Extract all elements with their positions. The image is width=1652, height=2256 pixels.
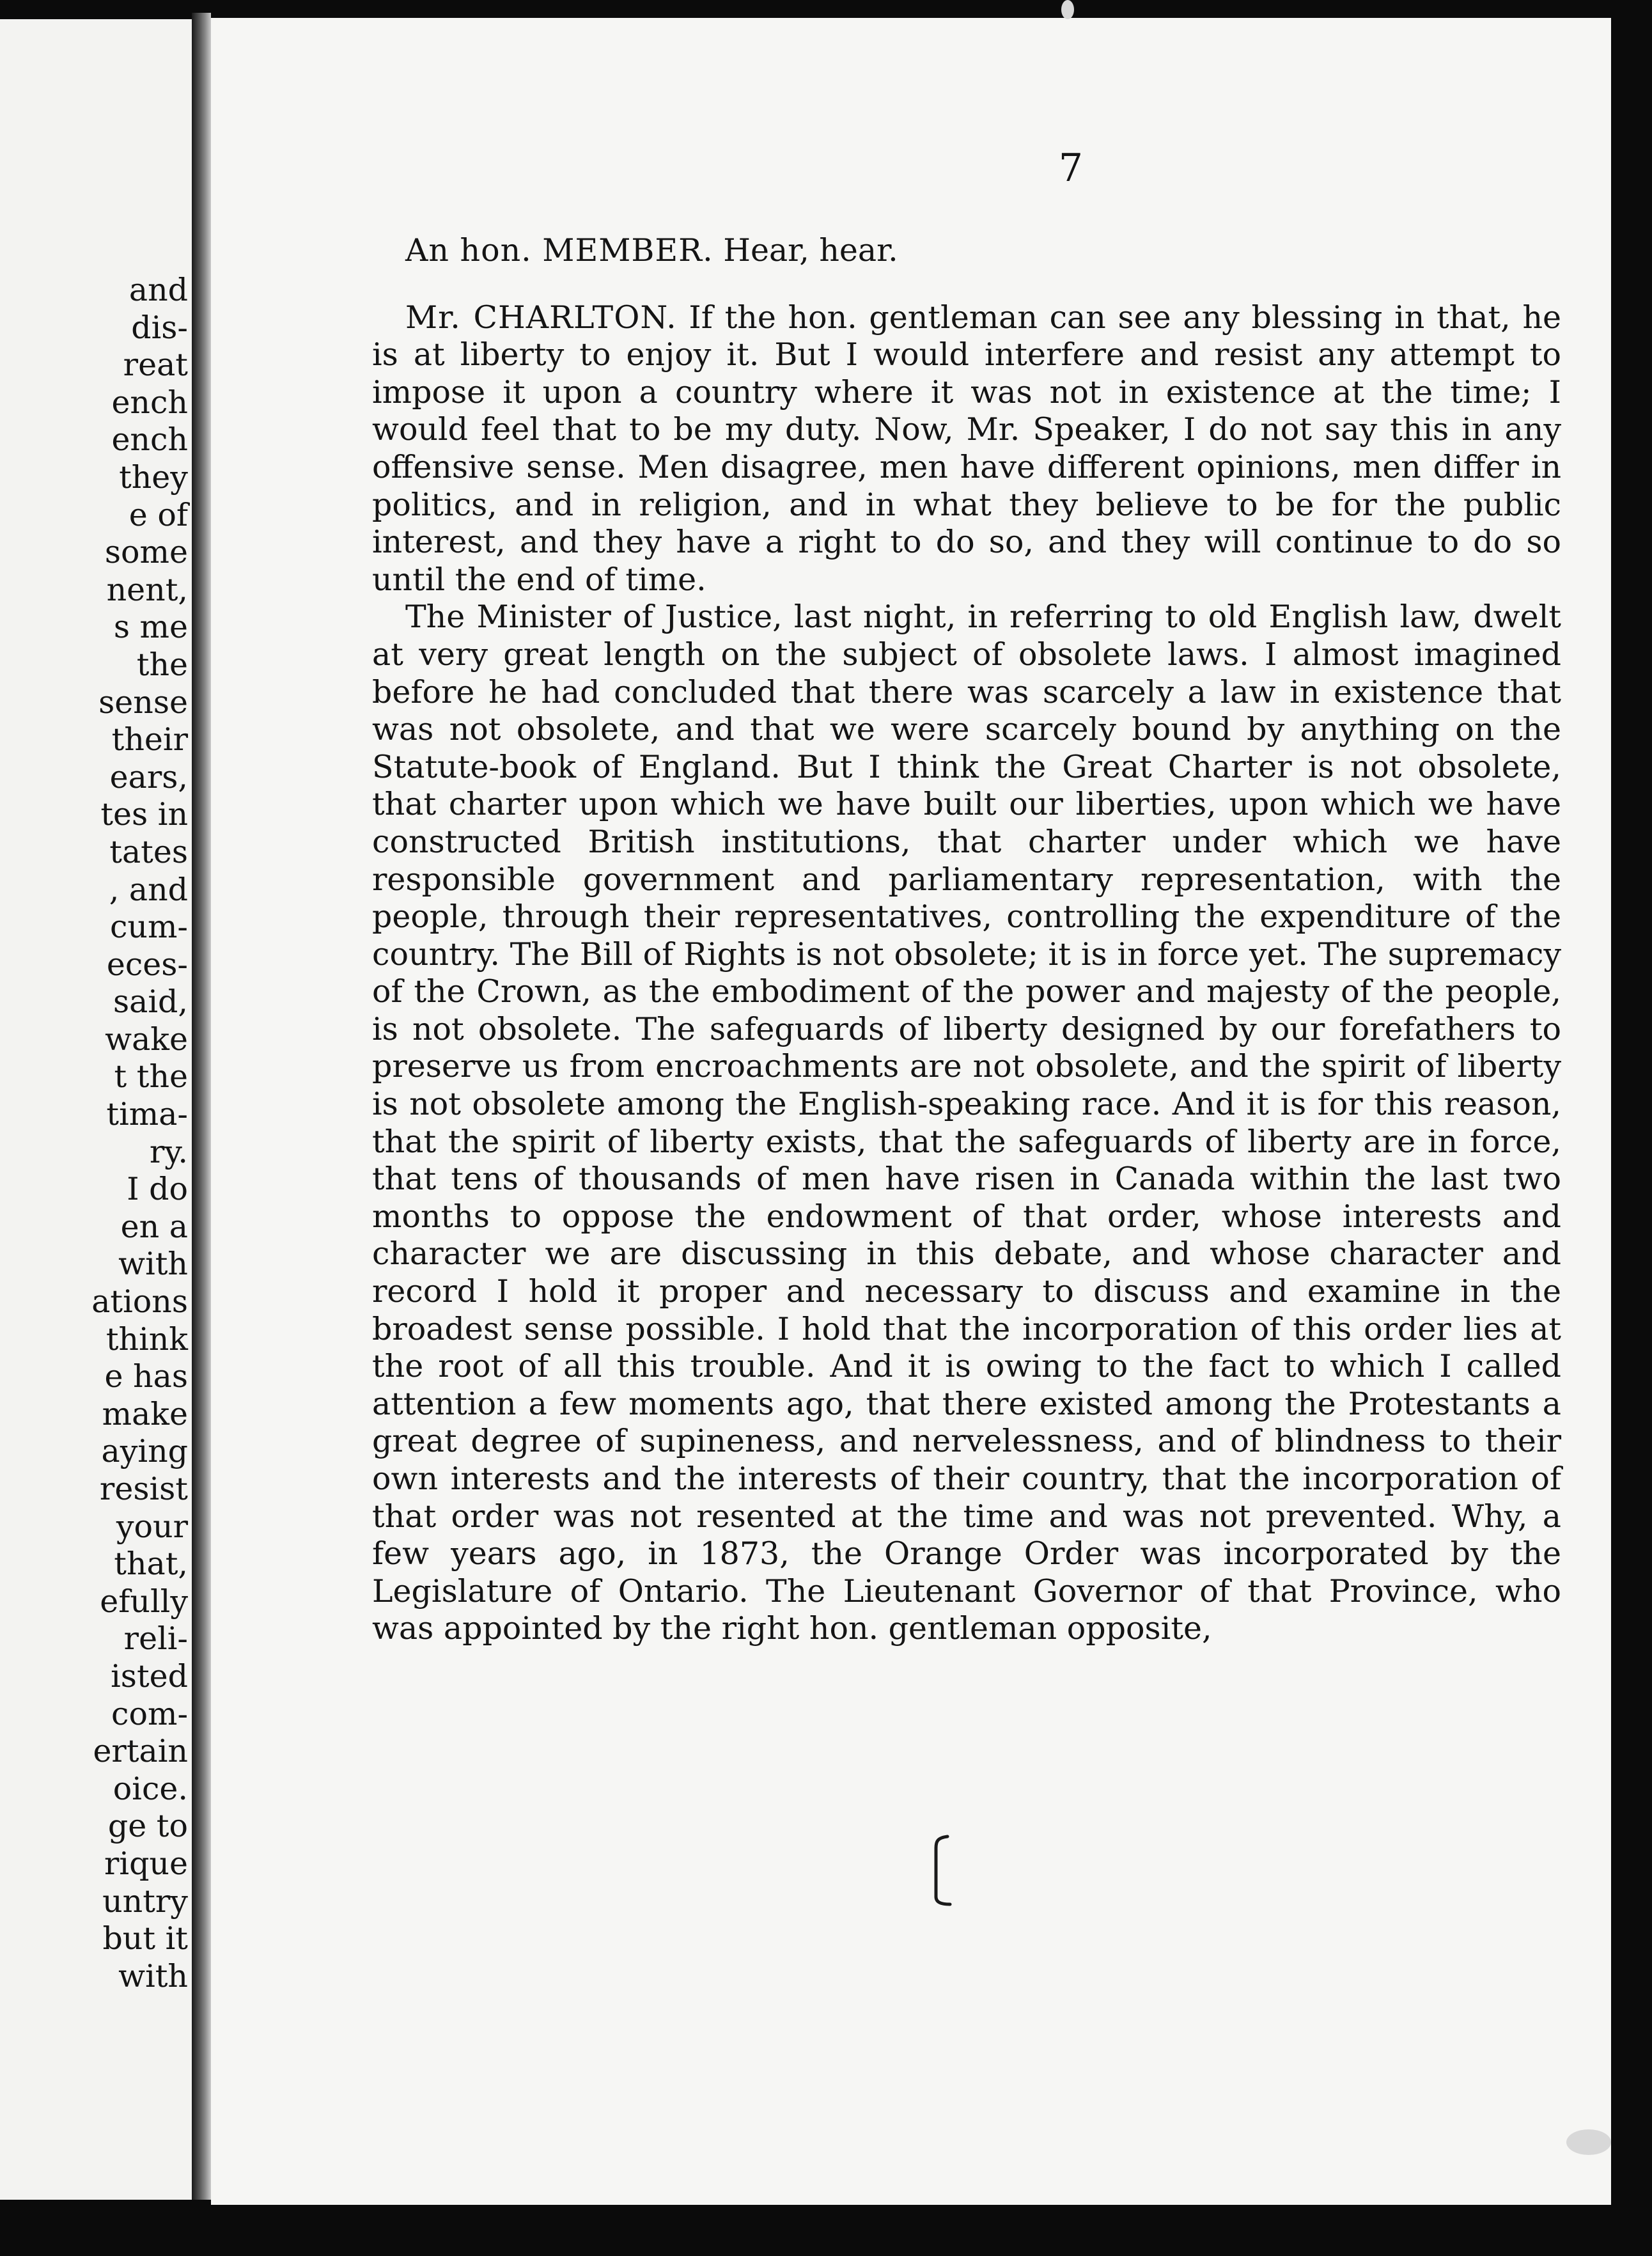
previous-page-line: reat [123,347,188,384]
previous-page-line: oice. [113,1770,188,1807]
previous-page-text [0,272,188,1995]
previous-page-line: ench [111,384,188,421]
previous-page-line: com- [111,1695,188,1732]
paragraph-text: If the hon. gentleman can see any blessing in that, he is at liberty to enjoy it. But I would interfere and resist any attempt to impose it upon a country where it was not in existence at the time; I would feel that to be my duty. Now, Mr. Speaker, I do not say this in any offensive sense. Men disagree, men have different opinions, men differ in politics, and in religion, and in what they believe to be for the public interest, and they have a right to do so, and they will continue to do so until the end of time. [372,299,1561,598]
previous-page-line: tes in [100,796,188,833]
previous-page-line: eces- [106,946,188,983]
previous-page-line: said, [113,983,188,1021]
previous-page-line: but it [102,1920,188,1957]
paragraph-minister-of-justice [372,599,1561,1648]
previous-page-line: t the [114,1058,188,1095]
previous-page-line: ry. [149,1133,188,1170]
page-body [372,232,1561,1648]
previous-page-line: dis- [131,309,188,346]
previous-page-line: resist [99,1471,188,1507]
previous-page-line: aying [101,1433,188,1470]
previous-page-line: ations [91,1283,188,1320]
previous-page-line: they [119,458,188,496]
paragraph-member-interjection [372,232,1561,270]
speaker-name: An hon. MEMBER. [405,232,713,269]
scan-speck [1061,0,1074,19]
previous-page-line: tates [109,833,188,870]
previous-page-line: your [116,1508,188,1545]
previous-page-line: make [102,1395,188,1432]
handwritten-bracket-mark [928,1833,954,1908]
page-number: 7 [1058,146,1084,191]
previous-page-line: efully [100,1583,188,1620]
previous-page-line: en a [120,1208,188,1245]
previous-page-line: think [105,1320,188,1358]
previous-page-line: ertain [93,1733,188,1770]
previous-page-line: ench [111,421,188,458]
previous-page-line: with [118,1246,188,1283]
previous-page-line: nent, [106,571,188,608]
paragraph-text: The Minister of Justice, last night, in referring to old English law, dwelt at very great length on the subject of obsolete laws. I almost imagined before he had concluded that there was scarcely a law in existence that was not obsolete, and that we were scarcely bound by anything on the Statute-book of England. But I think the Great Charter is not obsolete, that charter upon which we have built our liberties, upon which we have constructed British institutions, that charter under which we have responsible government and parliamentary representation, with the people, through their representatives, controlling the expenditure of the country. The Bill of Rights is not obsolete; it is in force yet. The supremacy of the Crown, as the embodiment of the power and majesty of the people, is not obsolete. The safeguards of liberty designed by our forefathers to preserve us from encroachments are not obsolete, and the spirit of liberty is not obsolete among the English-speaking race. And it is for this reason, that the spirit of liberty exists, that the safeguards of liberty are in force, that tens of thousands of men have risen in Canada within the last two months to oppose the endowment of that order, whose interests and character we are discussing in this debate, and whose character and record I hold it proper and necessary to discuss and examine in the broadest sense possible. I hold that the incorporation of this order lies at the root of all this trouble. And it is owing to the fact to which I called attention a few moments ago, that there existed among the Protestants a great degree of supineness, and nervelessness, and of blindness to their own interests and the interests of their country, that the incorporation of that order was not resented at the time and was not prevented. Why, a few years ago, in 1873, the Orange Order was incorporated by the Legislature of Ontario. The Lieutenant Governor of that Province, who was appointed by the right hon. gentleman opposite, [372,599,1561,1647]
previous-page-line: that, [114,1546,188,1583]
paragraph-charlton [372,299,1561,599]
document-page [211,18,1611,2205]
previous-page-line: ge to [107,1808,188,1845]
previous-page-line: untry [102,1883,188,1920]
previous-page-line: reli- [123,1620,188,1657]
speaker-name: Mr. CHARLTON. [405,299,677,336]
previous-page-line: and [129,272,188,308]
previous-page-line: ears, [109,758,188,795]
previous-page-line: the [136,646,188,683]
previous-page-line: with [118,1957,188,1994]
previous-page-line: wake [105,1021,188,1058]
previous-page-fragment [0,19,192,2200]
previous-page-line: their [111,721,188,758]
previous-page-line: isted [111,1657,188,1695]
page-gutter [192,13,211,2200]
previous-page-line: I do [127,1171,188,1208]
previous-page-line: some [104,534,188,571]
previous-page-line: tima- [106,1096,188,1133]
paragraph-text: Hear, hear. [723,232,898,269]
previous-page-line: , and [109,871,188,908]
scan-speck [1566,2129,1611,2155]
previous-page-line: sense [98,684,188,721]
previous-page-line: e has [104,1358,188,1395]
previous-page-line: cum- [109,909,188,946]
previous-page-line: e of [129,496,188,533]
previous-page-line: s me [113,609,188,646]
previous-page-line: rique [104,1845,188,1882]
